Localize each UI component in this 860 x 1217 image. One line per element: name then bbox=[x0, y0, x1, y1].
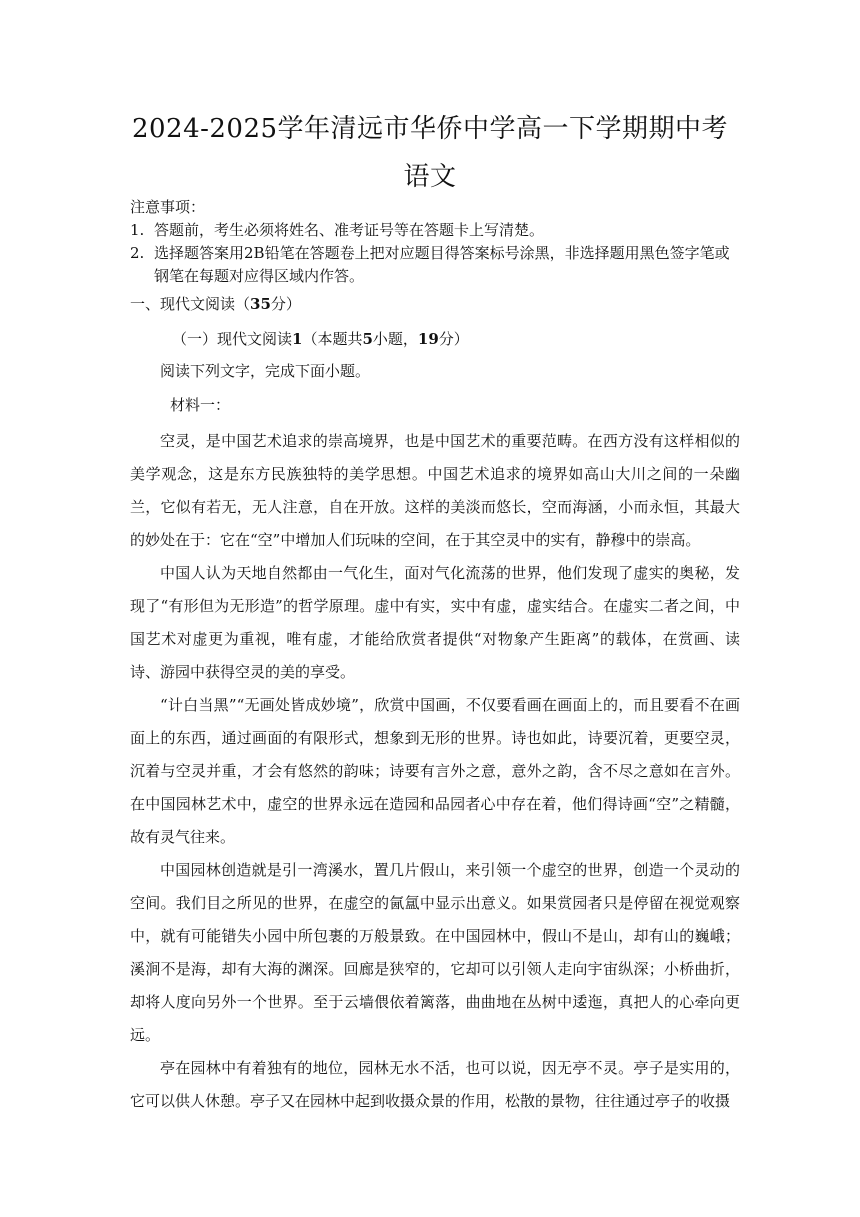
paragraph: “计白当黑”“无画处皆成妙境”，欣赏中国画，不仅要看画在画面上的，而且要看不在画面上的东西，通过画面的有限形式，想象到无形的世界。诗也如此，诗要沉着，更要空灵，沉着与空灵并重，才会有悠然的韵味；诗要有言外之意，意外之韵，含不尽之意如在言外。在中国园林艺术中，虚空的世界永远在造园和品园者心中存在着，他们得诗画“空”之精髓，故有灵气往来。 bbox=[130, 696, 740, 846]
subsection-number: 1 bbox=[292, 330, 303, 348]
notice-item-number: 1. bbox=[130, 221, 145, 239]
notice-heading: 注意事项： bbox=[130, 198, 206, 216]
section-heading-prefix: 一、现代文阅读（ bbox=[130, 295, 251, 313]
subsection-text: （本题共 bbox=[302, 330, 363, 348]
notice-block bbox=[130, 196, 740, 288]
paragraph: 中国人认为天地自然都由一气化生，面对气化流荡的世界，他们发现了虚实的奥秘，发现了“有形但为无形造”的哲学原理。虚中有实，实中有虚，虚实结合。在虚实二者之间，中国艺术对虚更为重视，唯有虚，才能给欣赏者提供“对物象产生距离”的载体，在赏画、读诗、游园中获得空灵的美的享受。 bbox=[130, 564, 740, 681]
material-body bbox=[130, 425, 740, 1118]
section-heading bbox=[130, 293, 301, 314]
subsection-suffix: 分） bbox=[438, 330, 469, 348]
reading-instruction: 阅读下列文字，完成下面小题。 bbox=[160, 362, 371, 380]
paragraph: 中国园林创造就是引一湾溪水，置几片假山，来引领一个虚空的世界，创造一个灵动的空间。我们目之所见的世界，在虚空的氤氲中显示出意义。如果赏园者只是停留在视觉观察中，就有可能错失小园中所包裹的万般景致。在中国园林中，假山不是山，却有山的巍峨；溪涧不是海，却有大海的渊深。回廊是狭窄的，它却可以引领人走向宇宙纵深；小桥曲折，却将人度向另外一个世界。至于云墙偎依着篱落，曲曲地在丛树中逶迤，真把人的心牵向更远。 bbox=[130, 861, 740, 1044]
paragraph: 空灵，是中国艺术追求的崇高境界，也是中国艺术的重要范畴。在西方没有这样相似的美学观念，这是东方民族独特的美学思想。中国艺术追求的境界如高山大川之间的一朵幽兰，它似有若无，无人注意，自在开放。这样的美淡而悠长，空而海涵，小而永恒，其最大的妙处在于：它在“空”中增加人们玩味的空间，在于其空灵中的实有，静穆中的崇高。 bbox=[130, 432, 740, 549]
notice-item bbox=[130, 219, 740, 242]
subsection-heading bbox=[172, 328, 469, 349]
notice-item-number: 2. bbox=[130, 244, 145, 262]
question-count: 5 bbox=[362, 330, 373, 348]
notice-item-text: 答题前，考生必须将姓名、准考证号等在答题卡上写清楚。 bbox=[154, 221, 545, 239]
section-score: 35 bbox=[250, 295, 271, 313]
notice-item bbox=[130, 242, 740, 288]
subsection-prefix: （一）现代文阅读 bbox=[172, 330, 293, 348]
material-label: 材料一： bbox=[170, 396, 231, 414]
subsection-score: 19 bbox=[417, 330, 439, 348]
exam-title: 2024-2025学年清远市华侨中学高一下学期期中考 bbox=[131, 114, 729, 144]
paragraph: 亭在园林中有着独有的地位，园林无水不活，也可以说，因无亭不灵。亭子是实用的，它可以供人休憩。亭子又在园林中起到收摄众景的作用，松散的景物，往往通过亭子的收摄 bbox=[130, 1059, 740, 1110]
section-heading-suffix: 分） bbox=[270, 295, 301, 313]
notice-item-text: 选择题答案用2B铅笔在答题卷上把对应题目得答案标号涂黑，非选择题用黑色签字笔或钢笔在每题对应得区域内作答。 bbox=[154, 244, 730, 285]
subject-title: 语文 bbox=[403, 162, 457, 192]
subsection-text: 小题， bbox=[372, 330, 418, 348]
